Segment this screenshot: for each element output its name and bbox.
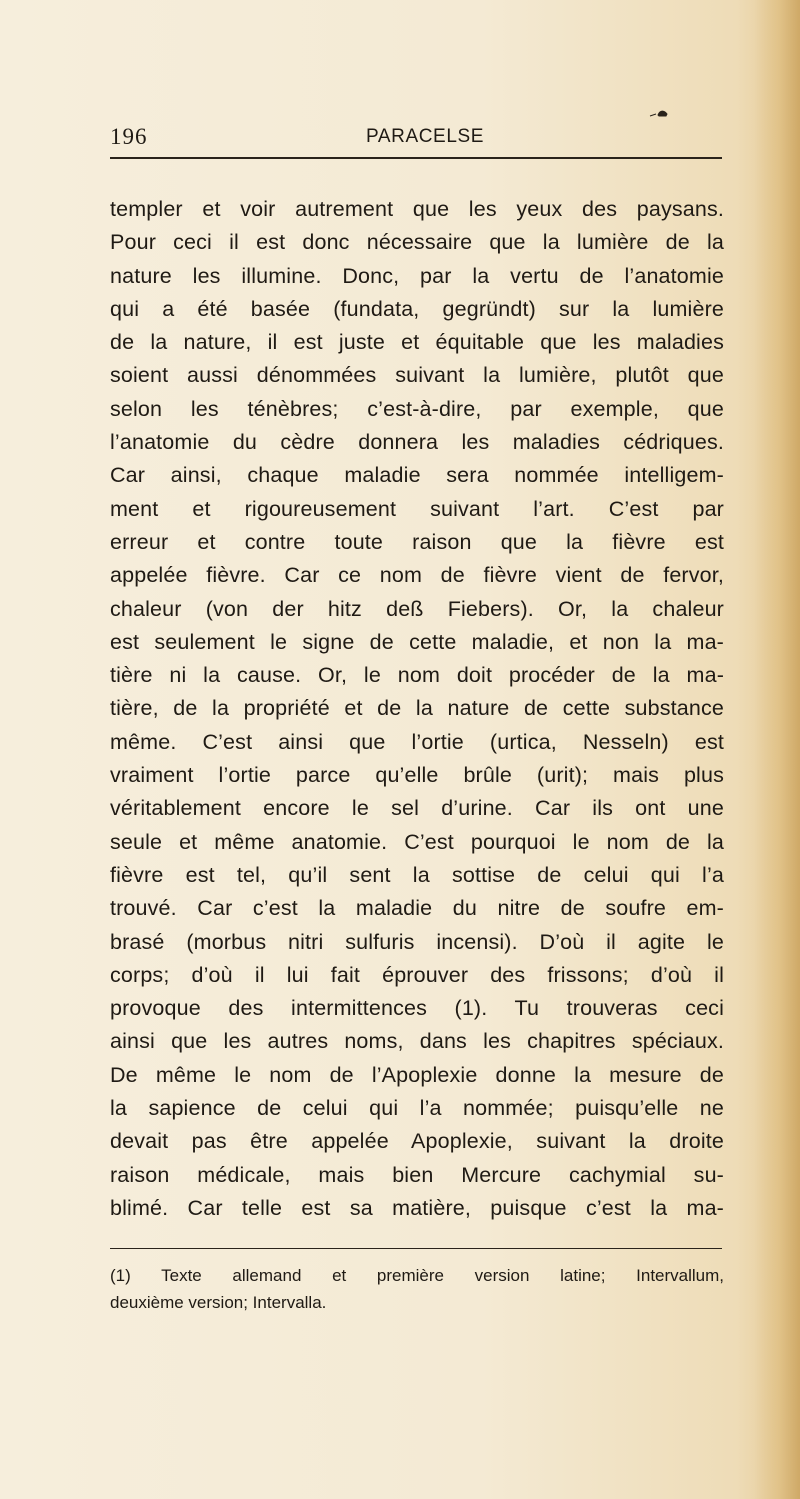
ink-mark xyxy=(648,104,668,120)
text-line: De même le nom de l’Apoplexie donne la mesure de xyxy=(110,1062,724,1087)
text-line: corps; d’où il lui fait éprouver des frissons; d’où il xyxy=(110,962,724,987)
text-line: tière ni la cause. Or, le nom doit procéder de la ma- xyxy=(110,663,724,688)
text-line: fièvre est tel, qu’il sent la sottise de celui qui l’a xyxy=(110,862,724,887)
text-line: chaleur (von der hitz deß Fiebers). Or, la chaleur xyxy=(110,596,724,621)
text-line: blimé. Car telle est sa matière, puisque c’est la ma- xyxy=(110,1195,724,1220)
page-edge-stain xyxy=(754,0,800,1499)
text-line: appelée fièvre. Car ce nom de fièvre vient de fervor, xyxy=(110,563,724,588)
text-line: Car ainsi, chaque maladie sera nommée intelligem- xyxy=(110,463,724,488)
text-line: tière, de la propriété et de la nature de cette substance xyxy=(110,696,724,721)
text-line: devait pas être appelée Apoplexie, suivant la droite xyxy=(110,1129,724,1154)
text-line: vraiment l’ortie parce qu’elle brûle (urit); mais plus xyxy=(110,763,724,788)
text-line: Pour ceci il est donc nécessaire que la lumière de la xyxy=(110,230,724,255)
footnote-rule xyxy=(110,1248,722,1249)
running-head: PARACELSE xyxy=(366,126,485,147)
text-line: de la nature, il est juste et équitable que les maladies xyxy=(110,330,724,355)
text-line: nature les illumine. Donc, par la vertu de l’anatomie xyxy=(110,263,724,288)
text-line: ment et rigoureusement suivant l’art. C’est par xyxy=(110,496,724,521)
text-line: même. C’est ainsi que l’ortie (urtica, Nesseln) est xyxy=(110,729,724,754)
text-line: ainsi que les autres noms, dans les chapitres spéciaux. xyxy=(110,1029,724,1054)
text-line: est seulement le signe de cette maladie, et non la ma- xyxy=(110,629,724,654)
text-line: soient aussi dénommées suivant la lumière, plutôt que xyxy=(110,363,724,388)
text-line: selon les ténèbres; c’est-à-dire, par exemple, que xyxy=(110,396,724,421)
text-line: erreur et contre toute raison que la fièvre est xyxy=(110,529,724,554)
text-line: trouvé. Car c’est la maladie du nitre de soufre em- xyxy=(110,896,724,921)
page-number: 196 xyxy=(110,124,148,149)
footnote-line: (1) Texte allemand et première version latine; Intervallum, xyxy=(110,1266,724,1285)
text-line: la sapience de celui qui l’a nommée; puisqu’elle ne xyxy=(110,1096,724,1121)
text-line: l’anatomie du cèdre donnera les maladies cédriques. xyxy=(110,430,724,455)
text-line: templer et voir autrement que les yeux des paysans. xyxy=(110,197,724,221)
text-line: seule et même anatomie. C’est pourquoi le nom de la xyxy=(110,829,724,854)
footnote-line: deuxième version; Intervalla. xyxy=(110,1293,327,1312)
page-header xyxy=(110,124,722,154)
footnote xyxy=(110,1262,724,1316)
text-line: qui a été basée (fundata, gegründt) sur la lumière xyxy=(110,296,724,321)
text-line: véritablement encore le sel d’urine. Car ils ont une xyxy=(110,796,724,821)
text-line: provoque des intermittences (1). Tu trouveras ceci xyxy=(110,996,724,1021)
text-line: raison médicale, mais bien Mercure cachymial su- xyxy=(110,1162,724,1187)
header-rule xyxy=(110,157,722,159)
text-line: brasé (morbus nitri sulfuris incensi). D’où il agite le xyxy=(110,929,724,954)
body-text xyxy=(110,193,724,1225)
